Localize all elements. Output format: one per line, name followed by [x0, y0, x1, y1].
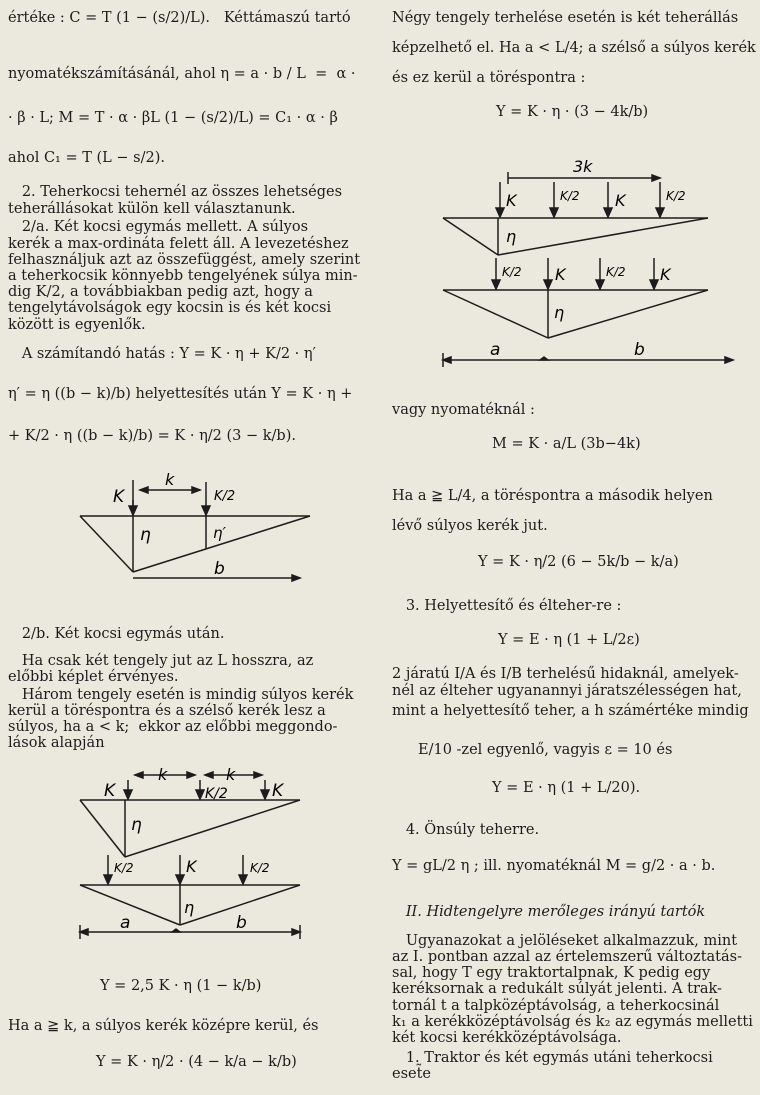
figure-2b-diagram — [0, 760, 386, 950]
fig1-label-eta: η — [140, 525, 151, 545]
text-line: képzelhető el. Ha a < L/4; a szélső a súlyos kerék — [392, 40, 756, 56]
section-heading: II. Hidtengelyre merőleges irányú tartók — [392, 904, 706, 920]
text-line: Ha a ≧ k, a súlyos kerék középre kerül, és — [8, 1018, 319, 1034]
text-line: Y = K · η/2 (6 − 5k/b − k/a) — [478, 554, 679, 570]
text-line: dig K/2, a továbbiakban pedig azt, hogy a — [8, 284, 313, 300]
text-line: teherállásokat külön kell választanunk. — [8, 201, 296, 217]
text-line: 2/a. Két kocsi egymás mellett. A súlyos — [8, 219, 309, 235]
text-line: kerék a max-ordináta felett áll. A levezetéshez — [8, 236, 349, 252]
text-line: 2. Teherkocsi tehernél az összes lehetséges — [8, 184, 343, 200]
text-line: lások alapján — [8, 735, 105, 751]
text-line: Y = E · η (1 + L/2ε) — [498, 632, 640, 648]
fig3-label-K-3: K — [555, 265, 566, 284]
figure-four-axle-diagram — [388, 150, 760, 390]
text-line: A számítandó hatás : Y = K · η + K/2 · η′ — [8, 346, 316, 362]
text-line: E/10 -zel egyenlő, vagyis ε = 10 és — [418, 742, 673, 758]
fig2-label-a: a — [120, 913, 131, 933]
fig1-label-K: K — [113, 487, 125, 507]
fig2-label-k-left: k — [158, 765, 168, 784]
text-line: előbbi képlet érvényes. — [8, 669, 179, 685]
text-line: keréksornak a redukált súlyát jelenti. A trak- — [392, 981, 722, 997]
text-line: értéke : C = T (1 − (s/2)/L). Kéttámaszú tartó — [8, 10, 351, 26]
text-line: Ugyanazokat a jelöléseket alkalmazzuk, mint — [392, 933, 738, 949]
text-line: Y = K · η/2 · (4 − k/a − k/b) — [96, 1054, 297, 1070]
fig3-label-K2-1: K/2 — [560, 189, 580, 203]
fig2-label-K-right: K — [272, 781, 284, 801]
text-line: tornál t a talpközéptávolság, a teherkocsinál — [392, 998, 720, 1014]
text-line: 2/b. Két kocsi egymás után. — [8, 626, 225, 642]
fig2-label-b: b — [236, 913, 247, 933]
text-line: + K/2 · η ((b − k)/b) = K · η/2 (3 − k/b). — [8, 428, 296, 444]
fig2-label-K2: K/2 — [205, 786, 228, 802]
fig3-label-3k: 3k — [573, 157, 593, 176]
text-line: Négy tengely terhelése esetén is két teherállás — [392, 10, 739, 26]
text-line: k₁ a kerékközéptávolság és k₂ az egymás melletti — [392, 1014, 753, 1030]
fig3-label-eta-bottom: η — [554, 303, 565, 322]
fig2-label-K-lower: K — [186, 857, 197, 876]
text-line: M = K · a/L (3b−4k) — [492, 436, 641, 452]
fig2-label-K-left: K — [104, 781, 116, 801]
text-line: Ha csak két tengely jut az L hosszra, az — [8, 653, 314, 669]
fig2-label-K2-lower-left: K/2 — [114, 861, 134, 875]
text-line: két kocsi kerékközéptávolsága. — [392, 1030, 622, 1046]
text-line: η′ = η ((b − k)/b) helyettesítés után Y = K · η + — [8, 386, 353, 402]
text-line: súlyos, ha a < k; ekkor az előbbi meggondo- — [8, 719, 338, 735]
text-line: tengelytávolságok egy kocsin is és két kocsi — [8, 300, 332, 316]
fig3-label-eta-top: η — [506, 227, 517, 246]
text-line: 3. Helyettesítő és élteher-re : — [392, 598, 622, 614]
fig3-label-K2-2: K/2 — [666, 189, 686, 203]
text-line: 2 járatú I/A és I/B terhelésű hidaknál, amelyek- — [392, 666, 739, 682]
fig3-label-K-1: K — [506, 191, 517, 210]
fig3-label-K-4: K — [660, 265, 671, 284]
fig2-label-eta-top: η — [131, 815, 142, 835]
text-line: nyomatékszámításánál, ahol η = a · b / L = α · — [8, 66, 356, 82]
fig3-label-K-2: K — [615, 191, 626, 210]
text-line: Y = K · η · (3 − 4k/b) — [496, 104, 649, 120]
text-line: Három tengely esetén is mindig súlyos kerék — [8, 687, 354, 703]
fig3-label-b: b — [634, 340, 645, 360]
text-line: eset̃e — [392, 1066, 432, 1082]
fig2-label-K2-lower-right: K/2 — [250, 861, 270, 875]
text-line: nél az élteher ugyanannyi járatszélességen hat, — [392, 683, 742, 699]
text-line: 4. Önsúly teherre. — [392, 822, 540, 838]
fig3-label-K2-4: K/2 — [606, 265, 626, 279]
text-line: és ez kerül a töréspontra : — [392, 70, 586, 86]
text-line: felhasználjuk azt az összefüggést, amely szerint — [8, 252, 361, 268]
text-line: kerül a töréspontra és a szélső kerék lesz a — [8, 703, 326, 719]
fig2-label-k-right: k — [226, 765, 236, 784]
fig3-label-K2-3: K/2 — [502, 265, 522, 279]
text-line: között is egyenlők. — [8, 317, 146, 333]
text-line: Y = E · η (1 + L/20). — [492, 780, 641, 796]
fig1-label-k: k — [165, 470, 175, 489]
text-line: Y = gL/2 η ; ill. nyomatéknál M = g/2 · a · b. — [392, 858, 716, 874]
text-line: vagy nyomatéknál : — [392, 402, 535, 418]
text-line: Y = 2,5 K · η (1 − k/b) — [100, 978, 262, 994]
text-line: mint a helyettesítő teher, a h számértéke mindig — [392, 703, 749, 719]
text-line: sal, hogy T egy traktortalpnak, K pedig egy — [392, 965, 711, 981]
fig3-label-a: a — [490, 340, 501, 360]
text-line: az I. pontban azzal az értelemszerű változtatás- — [392, 949, 742, 965]
text-line: Ha a ≧ L/4, a töréspontra a második helyen — [392, 488, 713, 504]
text-line: 1. Traktor és két egymás utáni teherkocsi — [392, 1050, 713, 1066]
text-line: lévő súlyos kerék jut. — [392, 518, 548, 534]
fig2-label-eta-bottom: η — [184, 898, 195, 917]
text-line: · β · L; M = T · α · βL (1 − (s/2)/L) = C₁ · α · β — [8, 110, 338, 126]
fig1-label-K2: K/2 — [214, 489, 236, 504]
text-line: ahol C₁ = T (L − s/2). — [8, 150, 165, 166]
fig1-label-b: b — [214, 559, 225, 579]
figure-2a-diagram — [0, 460, 386, 600]
fig1-label-eta-prime: η′ — [213, 524, 226, 542]
text-line: a teherkocsik könnyebb tengelyének súlya min- — [8, 268, 358, 284]
